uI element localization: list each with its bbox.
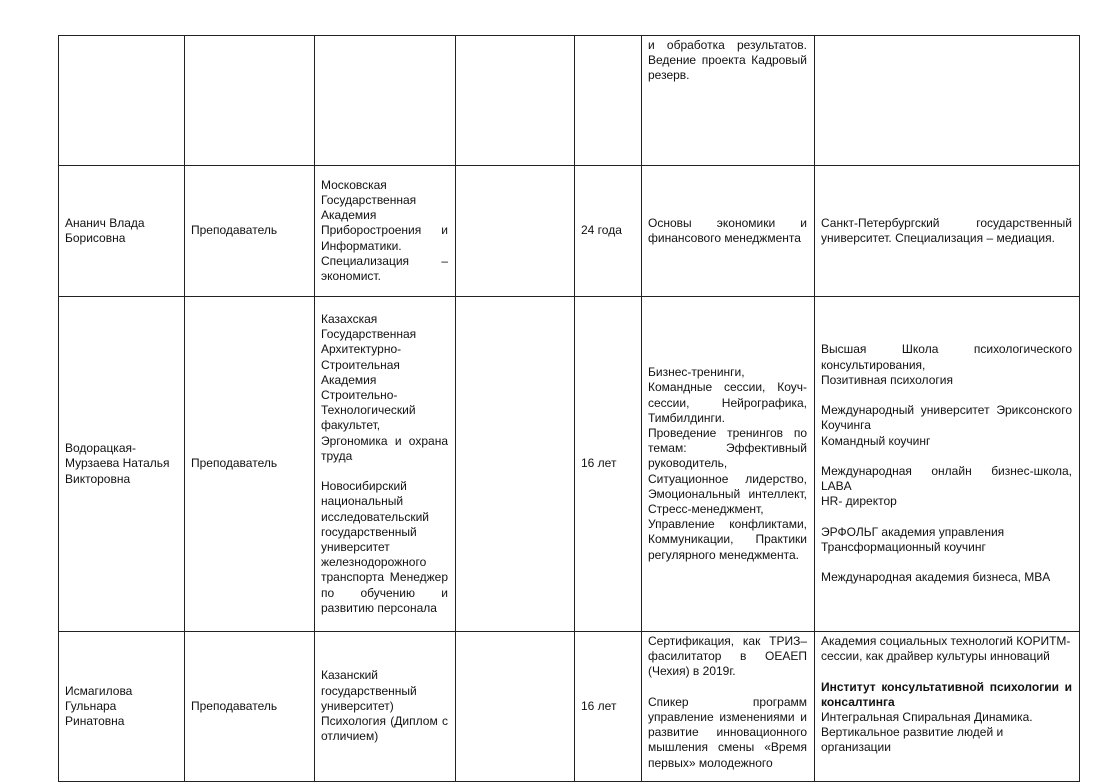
row-continued-courses-cell [641, 35, 815, 166]
cell-paragraph: Преподаватель [191, 698, 278, 713]
cell-paragraph: Академия социальных технологий КОРИТМ-сессии, как драйвер культуры инноваций [821, 634, 1071, 664]
row-vodoratskaya-position-cell [184, 296, 315, 632]
row-ananich-position-cell [184, 165, 315, 297]
cell-paragraph: Спикер программ управление изменениями и развитие инновационного мышления смены «Время первых» молодежного [648, 694, 807, 770]
row-ismagilova-extra-cell [455, 631, 575, 782]
row-vodoratskaya-qualification-cell [814, 296, 1080, 632]
row-vodoratskaya-experience-cell [574, 296, 642, 632]
row-ismagilova-courses-cell [641, 631, 815, 782]
cell-paragraph: Трансформационный коучинг [821, 540, 986, 554]
cell-paragraph: 16 лет [581, 456, 617, 471]
row-vodoratskaya-name-cell [58, 296, 185, 632]
row-ananich-qualification-cell [814, 165, 1080, 297]
cell-paragraph: Международная онлайн бизнес-школа, LABA [821, 464, 1072, 494]
cell-paragraph: Санкт-Петербургский государственный университет. Специализация – медиация. [821, 215, 1072, 245]
row-vodoratskaya-courses-cell [641, 296, 815, 632]
row-ananich-education-cell [314, 165, 456, 297]
cell-paragraph: Международная академия бизнеса, MBA [821, 570, 1051, 585]
row-ananich-extra-cell [455, 165, 575, 297]
cell-paragraph: Бизнес-тренинги, Командные сессии, Коуч-сессии, Нейрографика, Тимбилдинги. [648, 365, 807, 425]
cell-paragraph: Институт консультативной психологии и консалтинга [821, 679, 1072, 709]
row-ismagilova-position-cell [184, 631, 315, 782]
row-continued-experience-cell [574, 35, 642, 166]
row-ismagilova-qualification-cell [814, 631, 1080, 782]
cell-paragraph: Преподаватель [191, 456, 278, 471]
row-ismagilova-education-cell [314, 631, 456, 782]
cell-paragraph: 24 года [581, 223, 622, 238]
row-continued-position-cell [184, 35, 315, 166]
cell-paragraph: Московская Государственная Академия Приборостроения и Информатики. Специализация – экономист. [321, 177, 448, 283]
row-vodoratskaya-extra-cell [455, 296, 575, 632]
row-continued-name-cell [58, 35, 185, 166]
row-ismagilova-experience-cell [574, 631, 642, 782]
row-vodoratskaya-education-cell [314, 296, 456, 632]
cell-paragraph: Позитивная психология [821, 372, 953, 387]
row-ananich-experience-cell [574, 165, 642, 297]
cell-paragraph: и обработка результатов. Ведение проекта Кадровый резерв. [648, 38, 807, 83]
row-continued-extra-cell [455, 35, 575, 166]
cell-paragraph: Командный коучинг [821, 433, 931, 448]
cell-paragraph: Преподаватель [191, 223, 278, 238]
cell-paragraph: Проведение тренингов по темам: Эффективный руководитель, Ситуационное лидерство, Эмоциональный интеллект, Стресс-менеджмент, Управление конфликтами, Коммуникации, Практики регулярного менеджмента. [648, 425, 807, 562]
cell-paragraph: 16 лет [581, 698, 617, 713]
cell-paragraph: Международный университет Эриксонского Коучинга [821, 403, 1072, 433]
cell-paragraph: Ананич Влада Борисовна [65, 215, 145, 245]
cell-paragraph: Водорацкая-Мурзаева Наталья Викторовна [65, 441, 170, 486]
row-ismagilova-name-cell [58, 631, 185, 782]
row-ananich-courses-cell [641, 165, 815, 297]
cell-paragraph: Интегральная Спиральная Динамика. Вертикальное развитие людей и организации [821, 710, 1033, 755]
cell-paragraph: Новосибирский национальный исследовательский государственный университет железнодорожного транспорта Менеджер по обучению и развитию персонала [321, 479, 448, 615]
cell-paragraph: Основы экономики и финансового менеджмента [648, 215, 807, 245]
cell-paragraph: Высшая Школа психологического консультирования, [821, 342, 1072, 372]
cell-paragraph: Казанский государственный университет) Психология (Диплом с отличием) [321, 668, 448, 744]
cell-paragraph: Сертификация, как ТРИЗ–фасилитатор в ОЕАЕП (Чехия) в 2019г. [648, 634, 807, 679]
row-continued-education-cell [314, 35, 456, 166]
cell-paragraph: ЭРФОЛЬГ академия управления [821, 524, 1005, 539]
row-continued-qualification-cell [814, 35, 1080, 166]
row-ananich-name-cell [58, 165, 185, 297]
cell-paragraph: Казахская Государственная Архитектурно-Строительная Академия Строительно-Технологический факультет, Эргономика и охрана труда [321, 311, 448, 463]
cell-paragraph: Исмагилова Гульнара Ринатовна [65, 683, 133, 729]
cell-paragraph: HR- директор [821, 494, 897, 509]
